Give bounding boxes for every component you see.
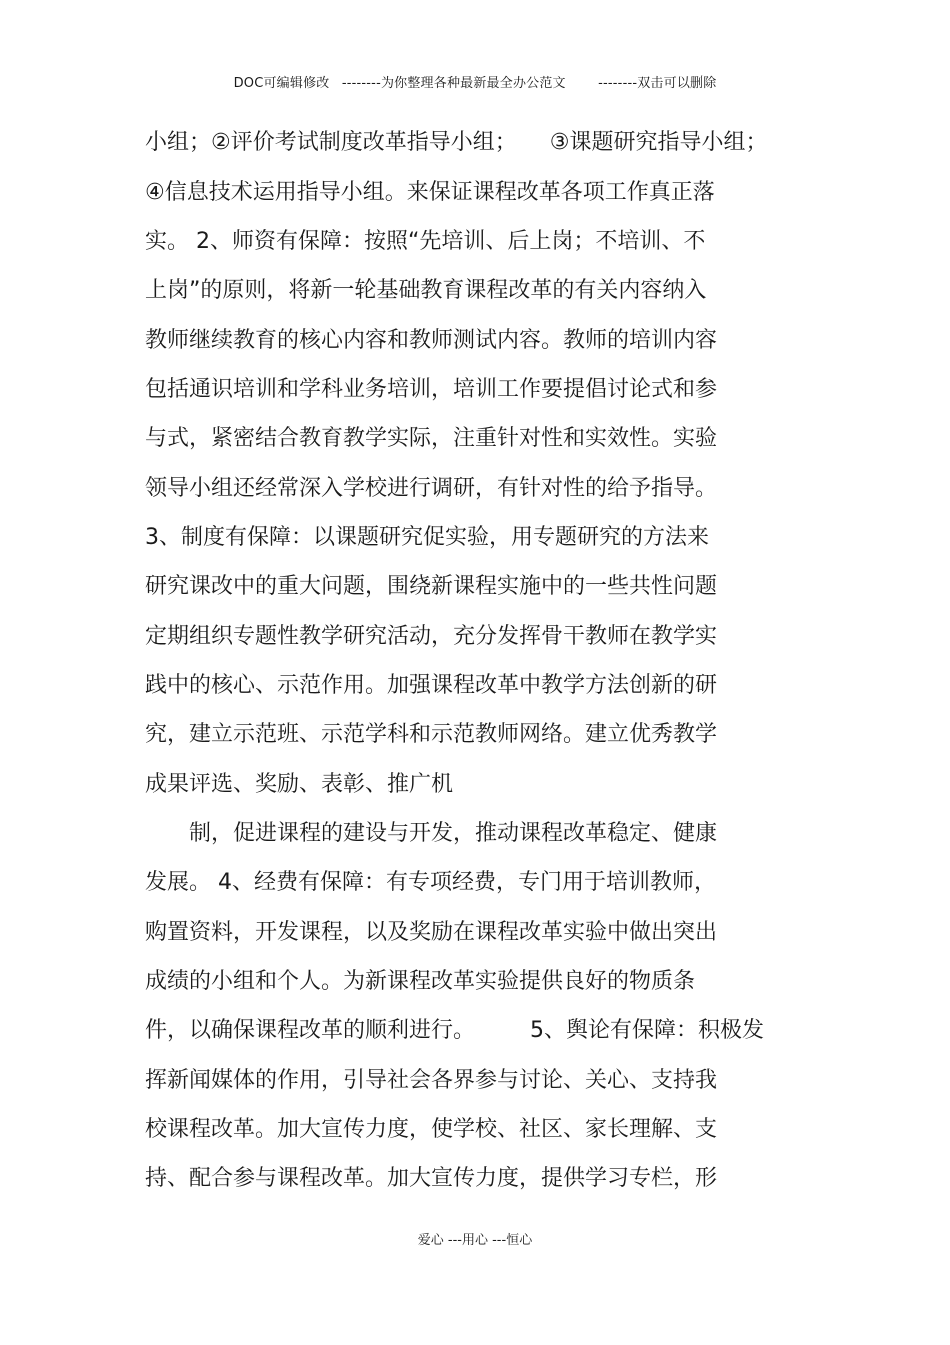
page-header: [0, 72, 950, 91]
body-line: 践中的核心、示范作用。加强课程改革中教学方法创新的研: [145, 673, 718, 698]
body-line: 发展。 4、经费有保障：有专项经费，专门用于培训教师，: [145, 870, 716, 895]
body-line: 与式，紧密结合教育教学实际，注重针对性和实效性。实验: [145, 426, 718, 451]
header-middle-label: --------为你整理各种最新最全办公范文: [341, 76, 566, 91]
body-line: 校课程改革。加大宣传力度，使学校、社区、家长理解、支: [145, 1117, 718, 1142]
body-line: 研究课改中的重大问题，围绕新课程实施中的一些共性问题: [145, 574, 718, 599]
page-footer: 爱心 ---用心 ---恒心: [417, 1233, 533, 1248]
body-line: 成果评选、奖励、表彰、推广机: [145, 772, 454, 797]
body-line: 定期组织专题性教学研究活动，充分发挥骨干教师在教学实: [145, 624, 718, 649]
body-line: 实。 2、师资有保障：按照“先培训、后上岗；不培训、不: [145, 229, 706, 254]
header-doc-label: DOC可编辑修改: [233, 76, 330, 91]
body-line: 制，促进课程的建设与开发，推动课程改革稳定、健康: [145, 821, 718, 846]
body-line: 领导小组还经常深入学校进行调研，有针对性的给予指导。: [145, 476, 718, 501]
body-line: 购置资料，开发课程，以及奖励在课程改革实验中做出突出: [145, 920, 718, 945]
body-line: 上岗”的原则，将新一轮基础教育课程改革的有关内容纳入: [145, 278, 707, 303]
body-line: 持、配合参与课程改革。加大宣传力度，提供学习专栏，形: [145, 1166, 718, 1191]
header-right-label: --------双击可以删除: [598, 76, 717, 91]
body-line: 3、制度有保障：以课题研究促实验，用专题研究的方法来: [145, 525, 709, 550]
body-line: 挥新闻媒体的作用，引导社会各界参与讨论、关心、支持我: [145, 1068, 718, 1093]
body-line: 件，以确保课程改革的顺利进行。 5、舆论有保障：积极发: [145, 1018, 764, 1043]
body-line: ④信息技术运用指导小组。来保证课程改革各项工作真正落: [145, 180, 715, 205]
body-line: 包括通识培训和学科业务培训，培训工作要提倡讨论式和参: [145, 377, 718, 402]
body-line: 成绩的小组和个人。为新课程改革实验提供良好的物质条: [145, 969, 696, 994]
body-line: 究，建立示范班、示范学科和示范教师网络。建立优秀教学: [145, 722, 718, 747]
body-line: 教师继续教育的核心内容和教师测试内容。教师的培训内容: [145, 328, 718, 353]
body-line: 小组；②评价考试制度改革指导小组； ③课题研究指导小组；: [145, 130, 768, 155]
